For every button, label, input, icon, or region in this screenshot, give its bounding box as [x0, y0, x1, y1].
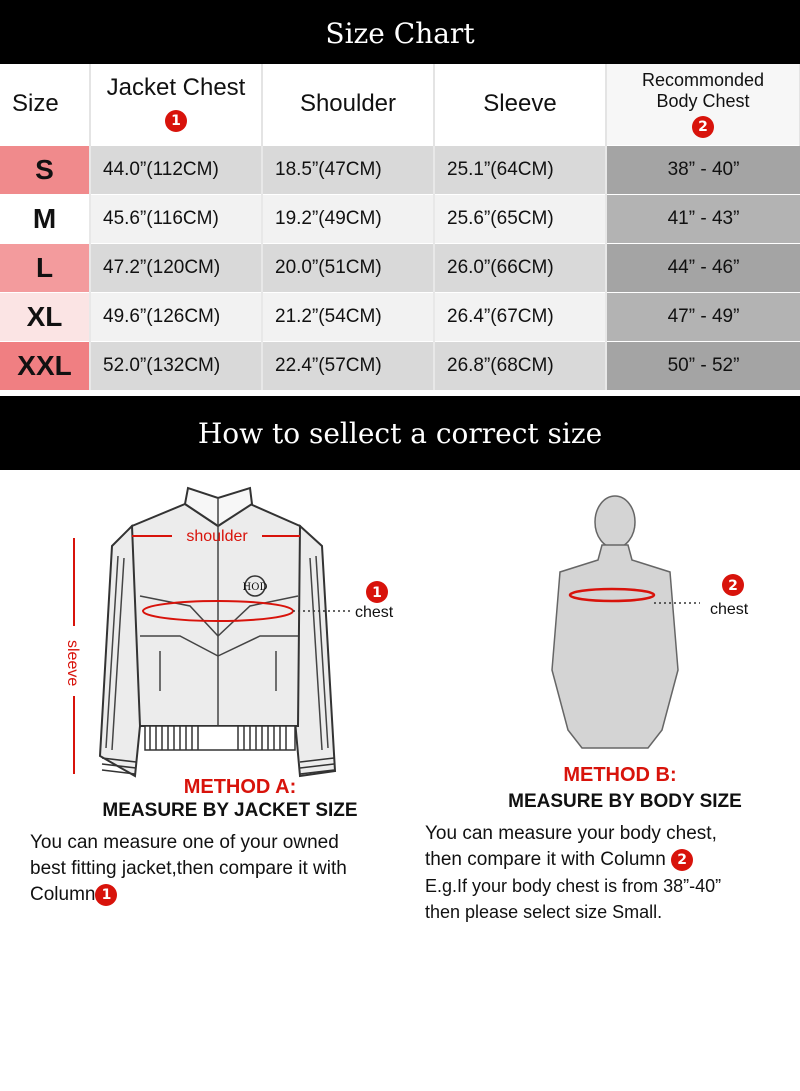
sleeve-cell: 26.8”(68CM) [434, 341, 606, 390]
method-b-title: METHOD B: [563, 764, 677, 786]
header-jacket-chest-label: Jacket Chest [106, 74, 246, 102]
jacket-chest-cell: 45.6”(116CM) [90, 194, 262, 243]
method-b-line2: then compare it with Column [425, 849, 666, 870]
sleeve-cell: 26.4”(67CM) [434, 292, 606, 341]
size-cell: XXL [0, 341, 90, 390]
method-a-title: METHOD A: [183, 776, 297, 798]
table-header-row [0, 64, 800, 145]
method-a-badge: 1 [95, 884, 117, 906]
shoulder-cell: 19.2”(49CM) [262, 194, 434, 243]
jacket-chest-cell: 47.2”(120CM) [90, 243, 262, 292]
size-cell: S [0, 145, 90, 194]
sleeve-cell: 26.0”(66CM) [434, 243, 606, 292]
method-b-description [425, 821, 795, 925]
method-b-line1: You can measure your body chest, [425, 823, 717, 844]
table-row [0, 292, 800, 341]
header-jacket-chest [90, 64, 262, 145]
chest-2-badge: 2 [728, 578, 738, 594]
size-chart-title: Size Chart [0, 0, 800, 64]
method-b-line4: then please select size Small. [425, 902, 663, 922]
jacket-chest-cell: 44.0”(112CM) [90, 145, 262, 194]
jacket-diagram [60, 486, 410, 786]
jacket-chest-cell: 49.6”(126CM) [90, 292, 262, 341]
method-a-line1: You can measure one of your owned [30, 832, 339, 853]
jacket-chest-label: chest [355, 604, 394, 621]
shoulder-label: shoulder [186, 528, 248, 545]
shoulder-cell: 20.0”(51CM) [262, 243, 434, 292]
shoulder-cell: 18.5”(47CM) [262, 145, 434, 194]
shoulder-cell: 22.4”(57CM) [262, 341, 434, 390]
sleeve-cell: 25.1”(64CM) [434, 145, 606, 194]
jacket-chest-cell: 52.0”(132CM) [90, 341, 262, 390]
method-b-subtitle: MEASURE BY BODY SIZE [508, 791, 742, 812]
method-a-description [30, 830, 410, 908]
method-b-line2-row [425, 847, 795, 873]
body-chest-cell: 44” - 46” [606, 243, 800, 292]
sleeve-label: sleeve [64, 640, 81, 687]
header-size: Size [0, 64, 90, 145]
head [595, 496, 635, 548]
header-shoulder: Shoulder [262, 64, 434, 145]
body-chest-cell: 47” - 49” [606, 292, 800, 341]
header-recommended-body-chest [606, 64, 800, 145]
method-a-line3-row [30, 882, 410, 908]
body-chest-cell: 41” - 43” [606, 194, 800, 243]
column-2-badge: 2 [692, 116, 714, 138]
method-a-subtitle: MEASURE BY JACKET SIZE [102, 800, 358, 821]
sleeve-measure [64, 538, 81, 774]
body-chest-label: chest [710, 601, 749, 618]
section-title: How to sellect a correct size [0, 396, 800, 470]
sleeve-cell: 25.6”(65CM) [434, 194, 606, 243]
shoulder-cell: 21.2”(54CM) [262, 292, 434, 341]
chest-1-badge: 1 [372, 585, 382, 601]
size-cell: L [0, 243, 90, 292]
table-row [0, 243, 800, 292]
method-a-line3: Column [30, 884, 96, 905]
body-diagram [530, 490, 770, 750]
header-sleeve: Sleeve [434, 64, 606, 145]
header-rec-line2: Body Chest [656, 91, 750, 112]
torso [552, 545, 678, 748]
size-table [0, 64, 800, 390]
method-b-line3: E.g.If your body chest is from 38”-40” [425, 876, 722, 896]
size-cell: M [0, 194, 90, 243]
header-rec-line1: Recommonded [641, 70, 765, 91]
table-row [0, 194, 800, 243]
table-row [0, 341, 800, 390]
logo-text: HOD [242, 582, 268, 593]
size-cell: XL [0, 292, 90, 341]
method-b-badge: 2 [671, 849, 693, 871]
method-a-line2: best fitting jacket,then compare it with [30, 858, 347, 879]
column-1-badge: 1 [165, 110, 187, 132]
table-row [0, 145, 800, 194]
body-chest-cell: 38” - 40” [606, 145, 800, 194]
body-chest-cell: 50” - 52” [606, 341, 800, 390]
